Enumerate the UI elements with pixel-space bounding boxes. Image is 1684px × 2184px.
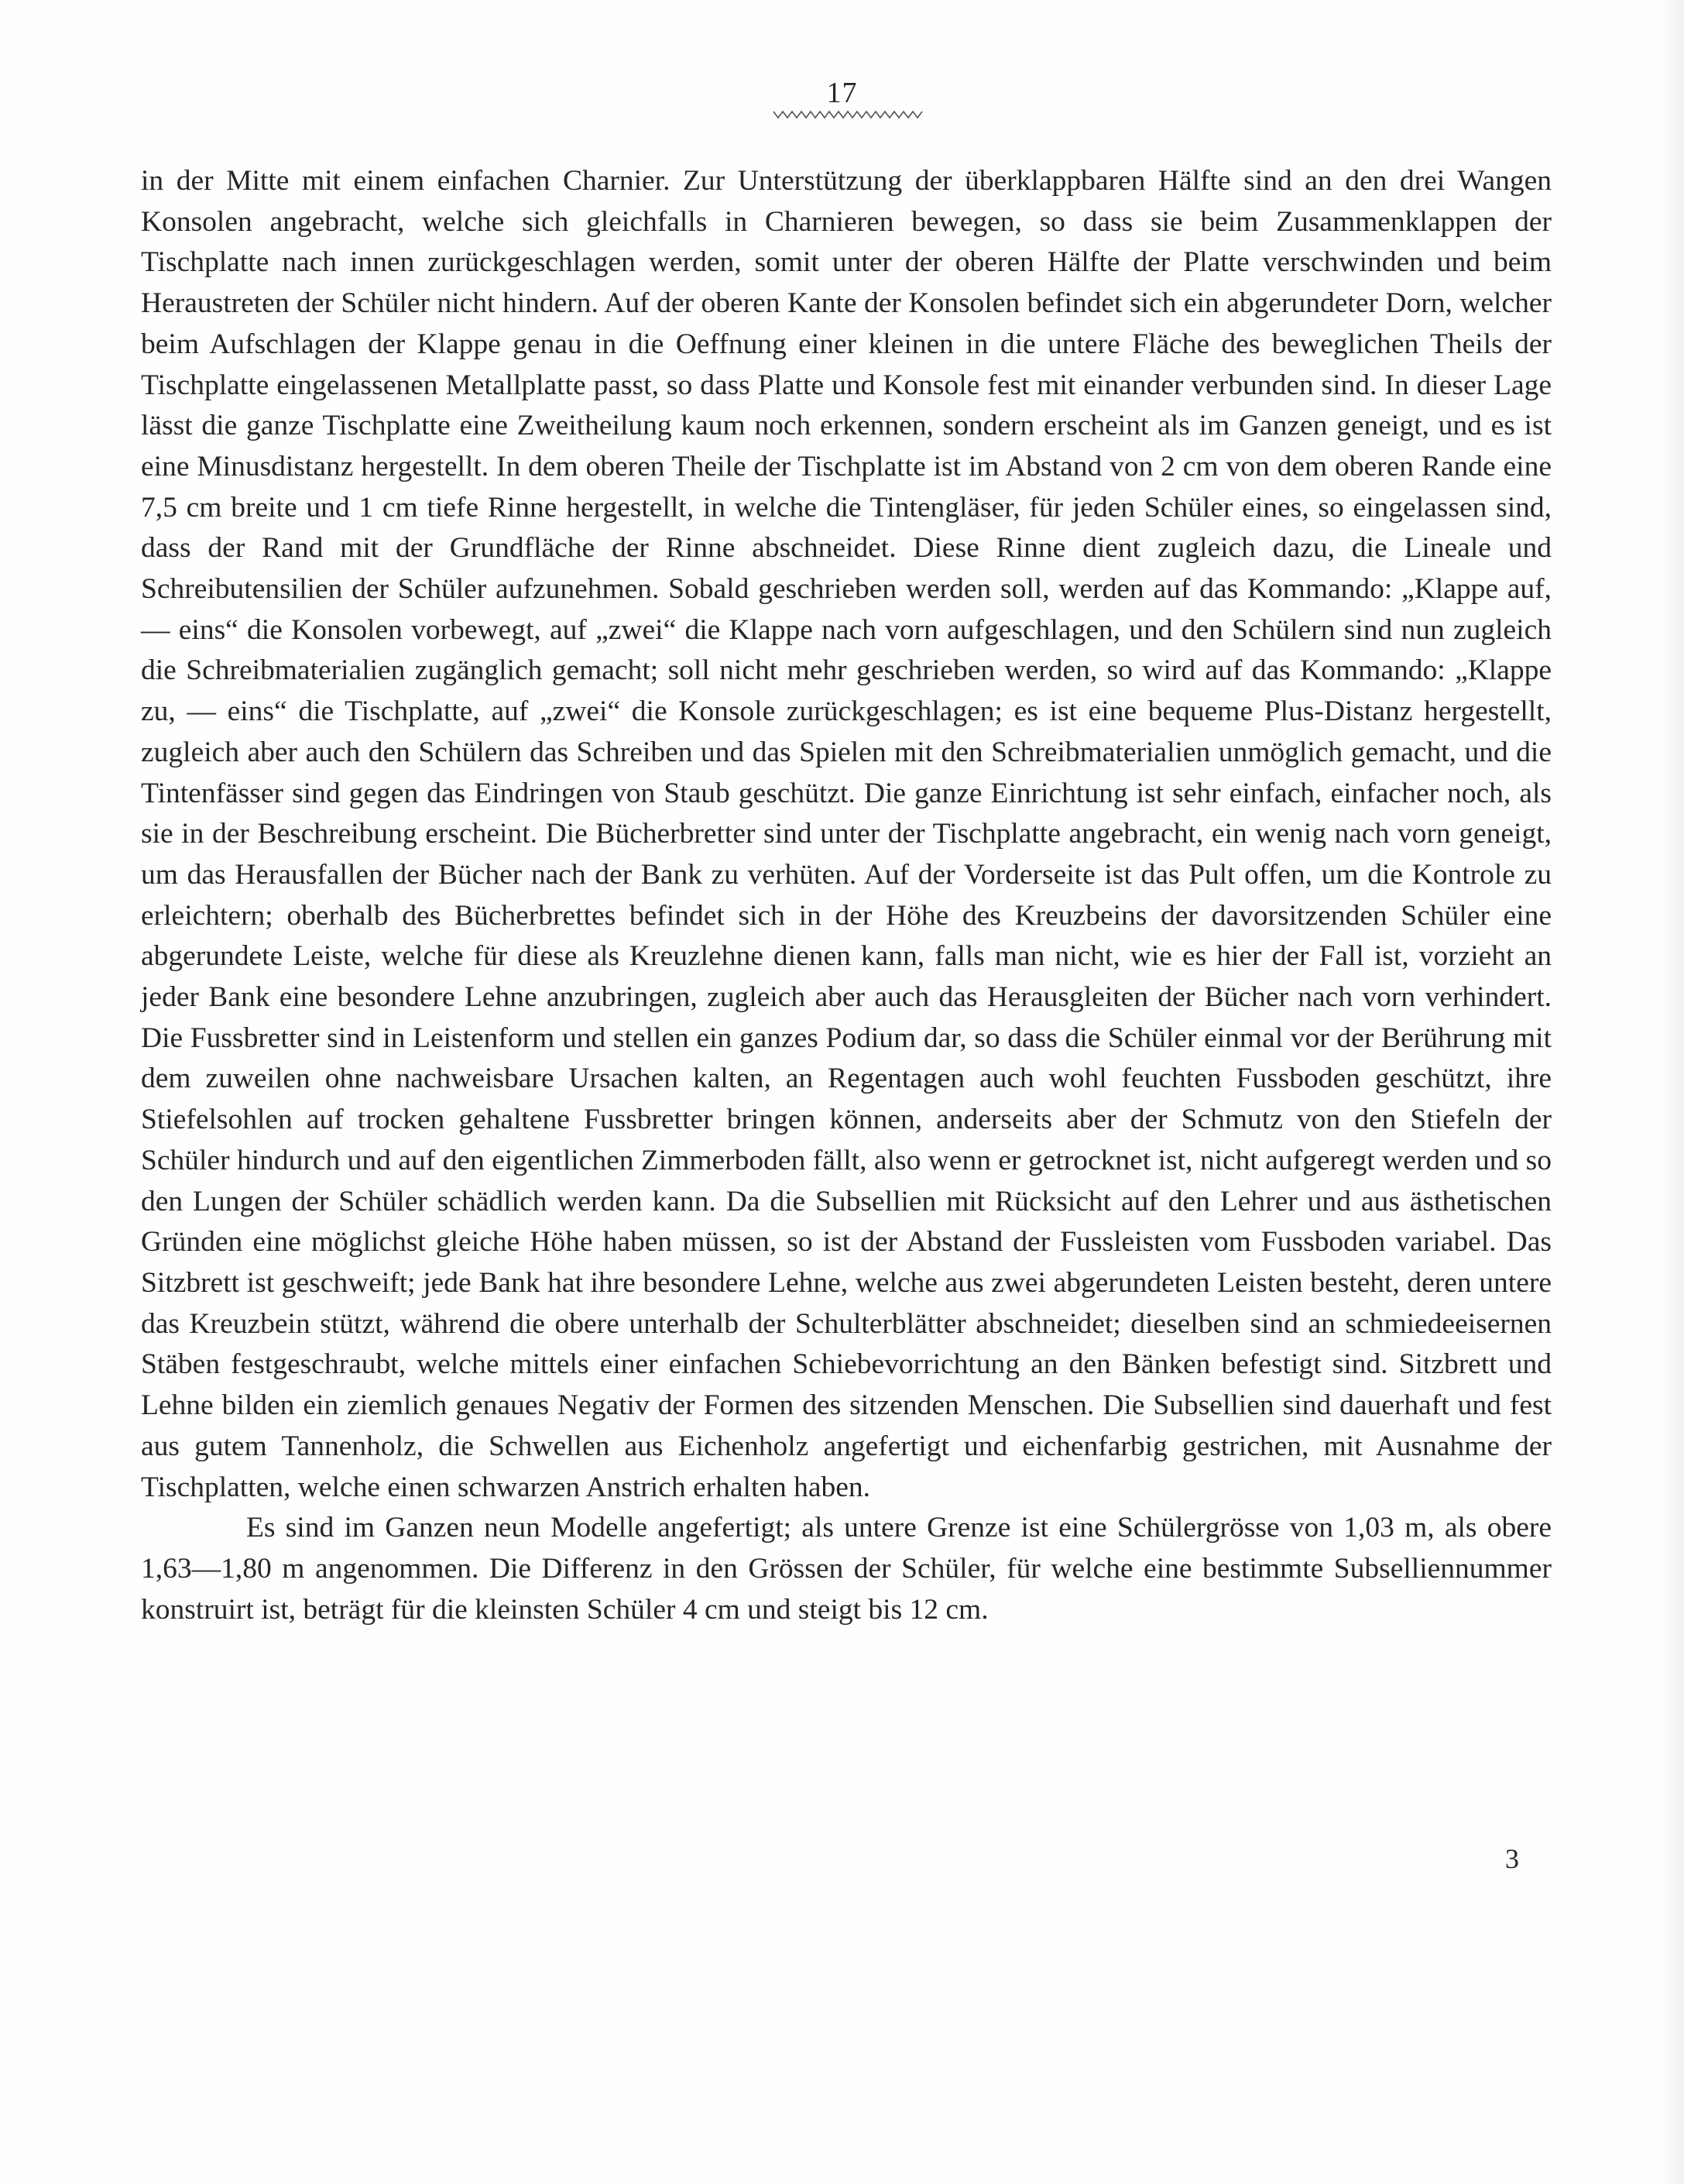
paragraph: Es sind im Ganzen neun Modelle angefertigt; als untere Grenze ist eine Schülergrösse von 1,03 m, als obere 1,63—1,80 m angenommen. Die Differenz in den Grössen der Schüler, für welche eine bestimmte Subselliennummer konstruirt ist, beträgt für die kleinsten Schüler 4 cm und steigt bis 12 cm.: [141, 1512, 1552, 1626]
page-edge-shadow: [1661, 0, 1684, 2184]
signature-mark: 3: [1505, 1843, 1519, 1874]
paragraph-continuation: in der Mitte mit einem einfachen Charnier. Zur Unterstützung der überklappbaren Hälfte sind an den drei Wangen Konsolen angebracht, welche sich gleichfalls in Charnieren bewegen, so dass sie beim Zusammenklappen der Tischplatte nach innen zurückgeschlagen werden, somit unter der oberen Hälfte der Platte verschwinden und beim Heraustreten der Schüler nicht hindern. Auf der oberen Kante der Konsolen befindet sich ein abgerundeter Dorn, welcher beim Aufschlagen der Klappe genau in die Oeffnung einer kleinen in die untere Fläche des beweglichen Theils der Tischplatte eingelassenen Metallplatte passt, so dass Platte und Konsole fest mit einander verbunden sind. In dieser Lage lässt die ganze Tischplatte eine Zweitheilung kaum noch erkennen, sondern erscheint als im Ganzen geneigt, und es ist eine Minusdistanz hergestellt. In dem oberen Theile der Tischplatte ist im Abstand von 2 cm von dem oberen Rande eine 7,5 cm breite und 1 cm tiefe Rinne hergestellt, in welche die Tintengläser, für jeden Schüler eines, so eingelassen sind, dass der Rand mit der Grundfläche der Rinne abschneidet. Diese Rinne dient zugleich dazu, die Lineale und Schreibutensilien der Schüler aufzunehmen. Sobald geschrieben werden soll, werden auf das Kommando: „Klappe auf, — eins“ die Konsolen vorbewegt, auf „zwei“ die Klappe nach vorn aufgeschlagen, und den Schülern sind nun zugleich die Schreibmaterialien zugänglich gemacht; soll nicht mehr geschrieben werden, so wird auf das Kommando: „Klappe zu, — eins“ die Tischplatte, auf „zwei“ die Konsole zurückgeschlagen; es ist eine bequeme Plus-Distanz hergestellt, zugleich aber auch den Schülern das Schreiben und das Spielen mit den Schreibmaterialien unmöglich gemacht, und die Tintenfässer sind gegen das Eindringen von Staub geschützt. Die ganze Einrichtung ist sehr einfach, einfacher noch, als sie in der Beschreibung erscheint. Die Bücherbretter sind unter der Tischplatte angebracht, ein wenig nach vorn geneigt, um das Herausfallen der Bücher nach der Bank zu verhüten. Auf der Vorderseite ist das Pult offen, um die Kontrole zu erleichtern; oberhalb des Bücherbrettes befindet sich in der Höhe des Kreuzbeins der davorsitzenden Schüler eine abgerundete Leiste, welche für diese als Kreuzlehne dienen kann, falls man nicht, wie es hier der Fall ist, vorzieht an jeder Bank eine besondere Lehne anzubringen, zugleich aber auch das Herausgleiten der Bücher nach vorn verhindert. Die Fussbretter sind in Leistenform und stellen ein ganzes Podium dar, so dass die Schüler einmal vor der Berührung mit dem zuweilen ohne nachweisbare Ursachen kalten, an Regentagen auch wohl feuchten Fussboden geschützt, ihre Stiefelsohlen auf trocken gehaltene Fussbretter bringen können, anderseits aber der Schmutz von den Stiefeln der Schüler hindurch und auf den eigentlichen Zimmerboden fällt, also wenn er getrocknet ist, nicht aufgeregt werden und so den Lungen der Schüler schädlich werden kann. Da die Subsellien mit Rücksicht auf den Lehrer und aus ästhetischen Gründen eine möglichst gleiche Höhe haben müssen, so ist der Abstand der Fussleisten vom Fussboden variabel. Das Sitzbrett ist geschweift; jede Bank hat ihre besondere Lehne, welche aus zwei abgerundeten Leisten besteht, deren untere das Kreuzbein stützt, während die obere unterhalb der Schulterblätter abschneidet; dieselben sind an schmiedeeisernen Stäben festgeschraubt, welche mittels einer einfachen Schiebevorrichtung an den Bänken befestigt sind. Sitzbrett und Lehne bilden ein ziemlich genaues Negativ der Formen des sitzenden Menschen. Die Subsellien sind dauerhaft und fest aus gutem Tannenholz, die Schwellen aus Eichenholz angefertigt und eichenfarbig gestrichen, mit Ausnahme der Tischplatten, welche einen schwarzen Anstrich erhalten haben.: [141, 165, 1552, 1503]
page-number: 17: [826, 77, 858, 109]
ornamental-rule: [772, 108, 927, 121]
body-text: [141, 161, 1552, 1630]
